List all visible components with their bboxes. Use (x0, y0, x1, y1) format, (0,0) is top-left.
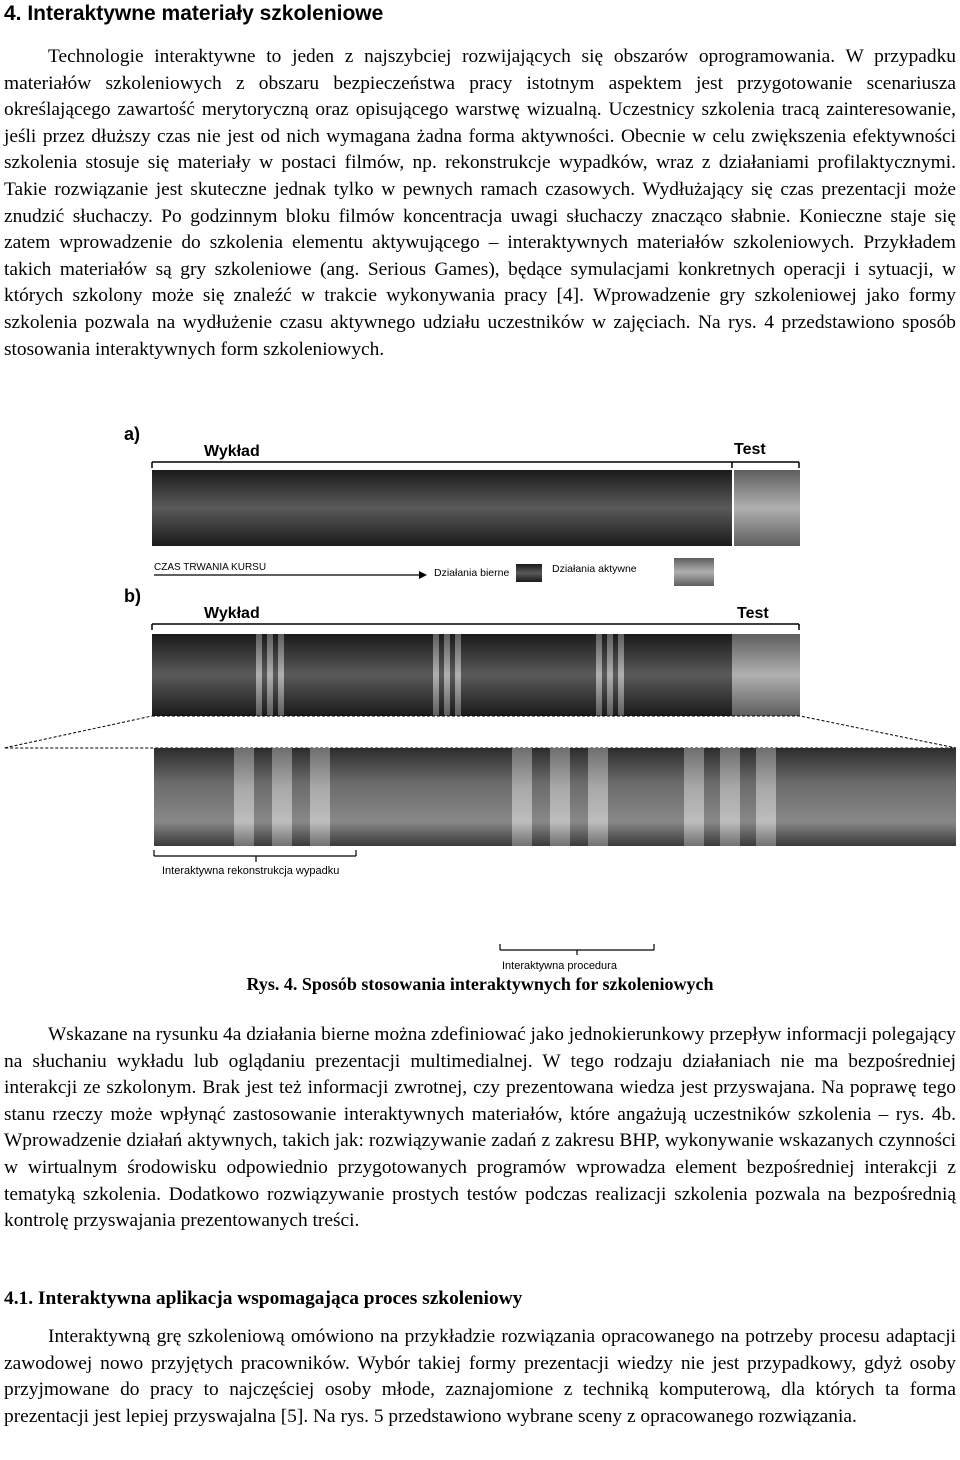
legend-active-swatch (674, 558, 714, 586)
panel-b-passive-bar (152, 634, 800, 716)
legend-active-label: Działania aktywne (552, 563, 637, 575)
panel-a-lecture-label: Wykład (204, 443, 260, 460)
annotation-1-label: Interaktywna rekonstrukcja wypadku (162, 865, 340, 877)
panel-b-label: b) (124, 586, 141, 606)
panel-b-test-label: Test (737, 605, 769, 622)
figure-4 (4, 420, 956, 976)
timeline-label: CZAS TRWANIA KURSU (154, 562, 267, 573)
panel-a-passive-bar (152, 470, 732, 546)
paragraph-intro: Technologie interaktywne to jeden z najszybciej rozwijających się obszarów oprogramowania. W przypadku materiałów szkoleniowych z obszaru bezpieczeństwa pracy istotnym aspektem jest przygotowanie scenariusza określającego zawartość merytoryczną oraz opisującego warstwę wizualną. Uczestnicy szkolenia tracą zainteresowanie, jeśli przez dłuższy czas nie jest od nich wymagana żadna forma aktywności. Obecnie w celu zwiększenia efektywności szkolenia stosuje się materiały w postaci filmów, np. rekonstrukcje wypadków, wraz z działaniami profilaktycznymi. Takie rozwiązanie jest skuteczne jednak tylko w pewnych ramach czasowych. Wydłużający się czas prezentacji może znudzić słuchaczy. Po godzinnym bloku filmów koncentracja uwagi słuchaczy znacząco słabnie. Konieczne staje się zatem wprowadzenie do szkolenia elementu aktywującego – interaktywnych materiałów szkoleniowych. Przykładem takich materiałów są gry szkoleniowe (ang. Serious Games), będące symulacjami konkretnych operacji i sytuacji, w których szkolony może się znaleźć w trakcie wykonywania pracy [4]. Wprowadzenie gry szkoleniowej jako formy szkolenia pozwala na wydłużenie czasu aktywnego udziału uczestników w zajęciach. Na rys. 4 przedstawiono sposób stosowania interaktywnych form szkoleniowych. (4, 46, 956, 360)
panel-a-test-block (734, 470, 800, 546)
paragraph-application: Interaktywną grę szkoleniową omówiono na przykładzie rozwiązania opracowanego na potrzeby procesu adaptacji zawodowej nowo przyjętych pracowników. Wybór takiej formy prezentacji wiedzy nie jest przypadkowy, gdyż osoby przyjmowane do pracy to najczęściej osoby młode, zaznajomione z techniką komputerową, dla których ta forma prezentacji jest lepiej przyswajalna [5]. Na rys. 5 przedstawiono wybrane sceny z opracowanego rozwiązania. (4, 1326, 956, 1427)
subsection-heading: 4.1. Interaktywna aplikacja wspomagająca proces szkoleniowy (4, 1288, 523, 1309)
panel-b-lecture-label: Wykład (204, 605, 260, 622)
legend-passive-label: Działania bierne (434, 567, 510, 579)
legend-passive-swatch (516, 564, 542, 582)
annotation-2-label: Interaktywna procedura (502, 960, 617, 972)
paragraph-figure-discussion: Wskazane na rysunku 4a działania bierne można zdefiniować jako jednokierunkowy przepływ informacji polegający na słuchaniu wykładu lub oglądaniu prezentacji multimedialnej. W tego rodzaju działaniach nie ma bezpośredniej interakcji ze szkolonym. Brak jest też informacji zwrotnej, czy prezentowana wiedza jest przyswajana. Na poprawę tego stanu rzeczy może wpłynąć zastosowanie interaktywnych materiałów, które angażują uczestników szkolenia – rys. 4b. Wprowadzenie działań aktywnych, takich jak: rozwiązywanie zadań z zakresu BHP, wykonywanie wskazanych czynności w wirtualnym środowisku odpowiednio przygotowanych programów wprowadza element bezpośredniej interakcji z tematyką szkolenia. Dodatkowo rozwiązywanie prostych testów podczas realizacji szkolenia pozwala na bezpośrednią kontrolę przyswajania prezentowanych treści. (4, 1024, 956, 1232)
panel-a-label: a) (124, 424, 141, 444)
zoom-trapezoid (4, 716, 956, 748)
panel-a-test-label: Test (734, 441, 766, 458)
figure-caption: Rys. 4. Sposób stosowania interaktywnych for szkoleniowych (246, 974, 714, 994)
section-heading: 4. Interaktywne materiały szkoleniowe (4, 2, 384, 25)
